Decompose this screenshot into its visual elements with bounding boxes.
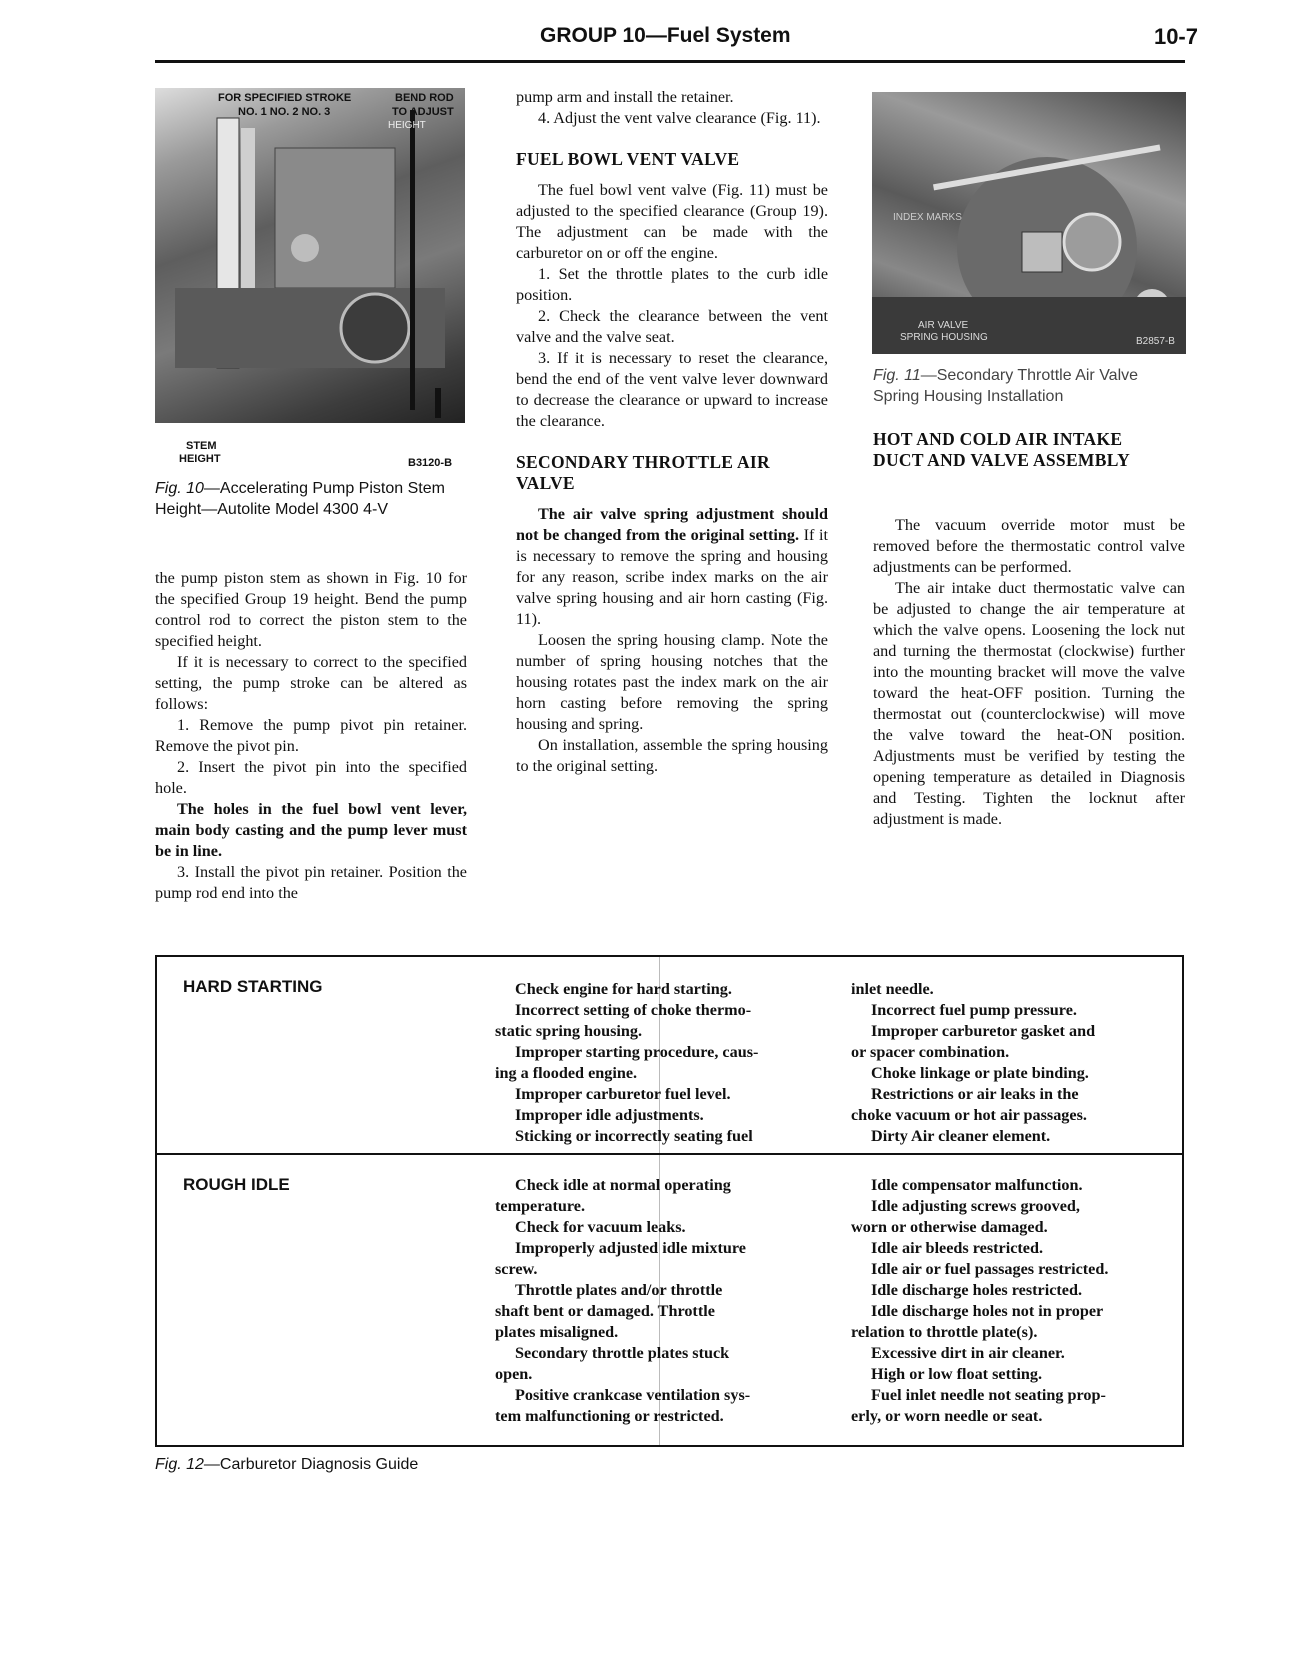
diagnosis-line: Idle adjusting screws grooved, [871,1197,1080,1215]
diagnosis-rough-left-list [495,1175,805,1427]
fig10-caption-number: Fig. 10 [155,480,204,497]
carburetor-diagnosis-table [155,955,1184,1447]
diagnosis-line: Dirty Air cleaner element. [871,1127,1051,1145]
col2-vent-step-1: 1. Set the throttle plates to the curb idle position. [516,265,828,304]
diagnosis-line: Excessive dirt in air cleaner. [871,1344,1065,1362]
diagnosis-line: Idle discharge holes not in proper [871,1302,1104,1320]
heading-fuel-bowl-vent-valve: FUEL BOWL VENT VALVE [516,149,740,169]
col2-air-text: If it is necessary to remove the spring and housing for any reason, scribe index marks on the air valve spring housing and air horn casting (Fig. 11). [516,526,829,628]
diagnosis-line: worn or otherwise damaged. [851,1218,1048,1236]
fig12-caption-text: —Carburetor Diagnosis Guide [203,1456,419,1473]
diagnosis-line: Throttle plates and/or throttle [515,1281,723,1299]
diagnosis-line: Secondary throttle plates stuck [515,1344,730,1362]
diagnosis-line: Improper starting procedure, caus- [515,1043,759,1061]
diagnosis-line: Improper carburetor fuel level. [515,1085,731,1103]
diagnosis-heading-rough-idle: ROUGH IDLE [183,1175,290,1194]
fig10-carburetor-photo [155,88,465,423]
diagnosis-heading-hard-starting: HARD STARTING [183,977,323,996]
col1-step-1: 1. Remove the pump pivot pin retainer. Remove the pivot pin. [155,716,467,755]
fig12-caption-number: Fig. 12 [155,1456,204,1473]
diagnosis-line: Check idle at normal operating [515,1176,731,1194]
diagnosis-line: Check for vacuum leaks. [515,1218,686,1236]
col1-paragraph-2: If it is necessary to correct to the specified setting, the pump stroke can be altered as follows: [155,653,467,713]
col3-paragraph-2: The air intake duct thermostatic valve can be adjusted to change the air temperature at which the valve opens. Loosening the lock nut and turning the thermostat (clockwise) further into the mounting bracket will move the valve toward the heat-OFF position. Turning the thermostat out (counterclockwise) will move the valve toward the heat-ON position. Adjustments must be verified by testing the opening temperature as detailed in Diagnosis and Testing. Tighten the locknut after adjustment is made. [873,579,1185,828]
diagnosis-line: Sticking or incorrectly seating fuel [515,1127,753,1145]
diagnosis-line: Improper idle adjustments. [515,1106,704,1124]
col2-install-paragraph: On installation, assemble the spring housing to the original setting. [516,736,828,775]
fig10-label-adjust: TO ADJUST [392,106,454,118]
col2-air-warning: The air valve spring adjustment should not be changed from the original setting. [516,505,828,544]
col1-step-3: 3. Install the pivot pin retainer. Position the pump rod end into the [155,863,467,902]
diagnosis-line: Idle air bleeds restricted. [871,1239,1044,1257]
fig10-caption-text: —Accelerating Pump Piston Stem Height—Autolite Model 4300 4-V [155,480,445,518]
fig10-label-holes: NO. 1 NO. 2 NO. 3 [238,106,331,118]
diagnosis-line: open. [495,1365,533,1383]
diagnosis-line: relation to throttle plate(s). [851,1323,1038,1341]
diagnosis-line: erly, or worn needle or seat. [851,1407,1043,1425]
col2-vent-step-3: 3. If it is necessary to reset the clearance, bend the end of the vent valve lever downward to decrease the clearance or upward to increase the clearance. [516,349,828,430]
diagnosis-row-hard-starting [157,957,1182,1155]
diagnosis-line: inlet needle. [851,980,934,998]
fig10-label-stem: STEM [186,440,217,452]
heading-hot-cold-air-intake: HOT AND COLD AIR INTAKE DUCT AND VALVE ASSEMBLY [873,429,1131,470]
diagnosis-line: Idle air or fuel passages restricted. [871,1260,1109,1278]
heading-secondary-throttle-air-valve: SECONDARY THROTTLE AIR VALVE [516,452,770,493]
fig10-illustration [155,88,465,423]
fig10-caption [155,478,465,520]
diagnosis-line: Improper carburetor gasket and [871,1022,1096,1040]
diagnosis-line: Fuel inlet needle not seating prop- [871,1386,1106,1404]
diagnosis-line: static spring housing. [495,1022,643,1040]
col2-air-paragraph [516,504,828,630]
diagnosis-line: Idle compensator malfunction. [871,1176,1083,1194]
diagnosis-line: ing a flooded engine. [495,1064,638,1082]
diagnosis-hard-left-list [495,979,805,1147]
fig11-label-air-valve: AIR VALVE [918,320,969,331]
diagnosis-line: choke vacuum or hot air passages. [851,1106,1087,1124]
diagnosis-line: Incorrect setting of choke thermo- [515,1001,752,1019]
diagnosis-line: or spacer combination. [851,1043,1010,1061]
column-left-text [155,568,467,904]
col2-step-4: 4. Adjust the vent valve clearance (Fig. 11). [538,109,821,127]
col3-paragraph-1: The vacuum override motor must be removed before the thermostatic control valve adjustments can be performed. [873,516,1185,576]
diagnosis-row-rough-idle [157,1155,1182,1445]
fig11-label-spring-housing: SPRING HOUSING [900,332,988,343]
page-header-title: GROUP 10—Fuel System [540,24,791,47]
column-middle-text [516,87,828,777]
diagnosis-line: Positive crankcase ventilation sys- [515,1386,751,1404]
col2-continued-paragraph: pump arm and install the retainer. [516,88,734,106]
fig11-caption-number: Fig. 11 [873,367,921,384]
fig10-label-code: B3120-B [408,457,453,469]
diagnosis-line: tem malfunctioning or restricted. [495,1407,724,1425]
fig10-label-bend: BEND ROD [395,92,454,104]
fig11-label-index: INDEX MARKS [893,212,962,223]
diagnosis-rough-right-list [851,1175,1169,1427]
diagnosis-line: temperature. [495,1197,586,1215]
page-number: 10-7 [1153,24,1198,49]
fig10-label-height: HEIGHT [388,120,426,131]
diagnosis-line: Choke linkage or plate binding. [871,1064,1089,1082]
col1-paragraph-1: the pump piston stem as shown in Fig. 10 for the specified Group 19 height. Bend the pump control rod to correct the piston stem to the specified height. [155,569,467,650]
col1-step-2: 2. Insert the pivot pin into the specified hole. [155,758,467,797]
fig10-label-stroke: FOR SPECIFIED STROKE [218,92,352,104]
diagnosis-line: Check engine for hard starting. [515,980,732,998]
col2-loosen-paragraph: Loosen the spring housing clamp. Note the number of spring housing notches that the housing rotates past the index mark on the air horn casting before removing the spring housing and spring. [516,631,828,733]
fig11-caption [873,365,1185,407]
diagnosis-line: Improperly adjusted idle mixture [515,1239,746,1257]
diagnosis-line: screw. [495,1260,538,1278]
diagnosis-hard-right-list [851,979,1169,1147]
diagnosis-line: Restrictions or air leaks in the [871,1085,1079,1103]
col2-vent-step-2: 2. Check the clearance between the vent valve and the valve seat. [516,307,828,346]
diagnosis-line: plates misaligned. [495,1323,619,1341]
column-right-text [873,429,1185,830]
diagnosis-line: High or low float setting. [871,1365,1043,1383]
fig11-label-code: B2857-B [1136,336,1175,347]
fig10-label-stem-height: HEIGHT [179,453,221,465]
diagnosis-line: shaft bent or damaged. Throttle [495,1302,715,1320]
diagnosis-line: Idle discharge holes restricted. [871,1281,1083,1299]
diagnosis-line: Incorrect fuel pump pressure. [871,1001,1077,1019]
header-rule [155,60,1185,63]
col2-vent-paragraph: The fuel bowl vent valve (Fig. 11) must be adjusted to the specified clearance (Group 19). The adjustment can be made with the carburetor on or off the engine. [516,181,828,262]
fig12-caption [155,1456,418,1474]
fig11-caption-text: —Secondary Throttle Air Valve Spring Housing Installation [873,367,1139,405]
col1-warning: The holes in the fuel bowl vent lever, main body casting and the pump lever must be in line. [155,800,467,860]
